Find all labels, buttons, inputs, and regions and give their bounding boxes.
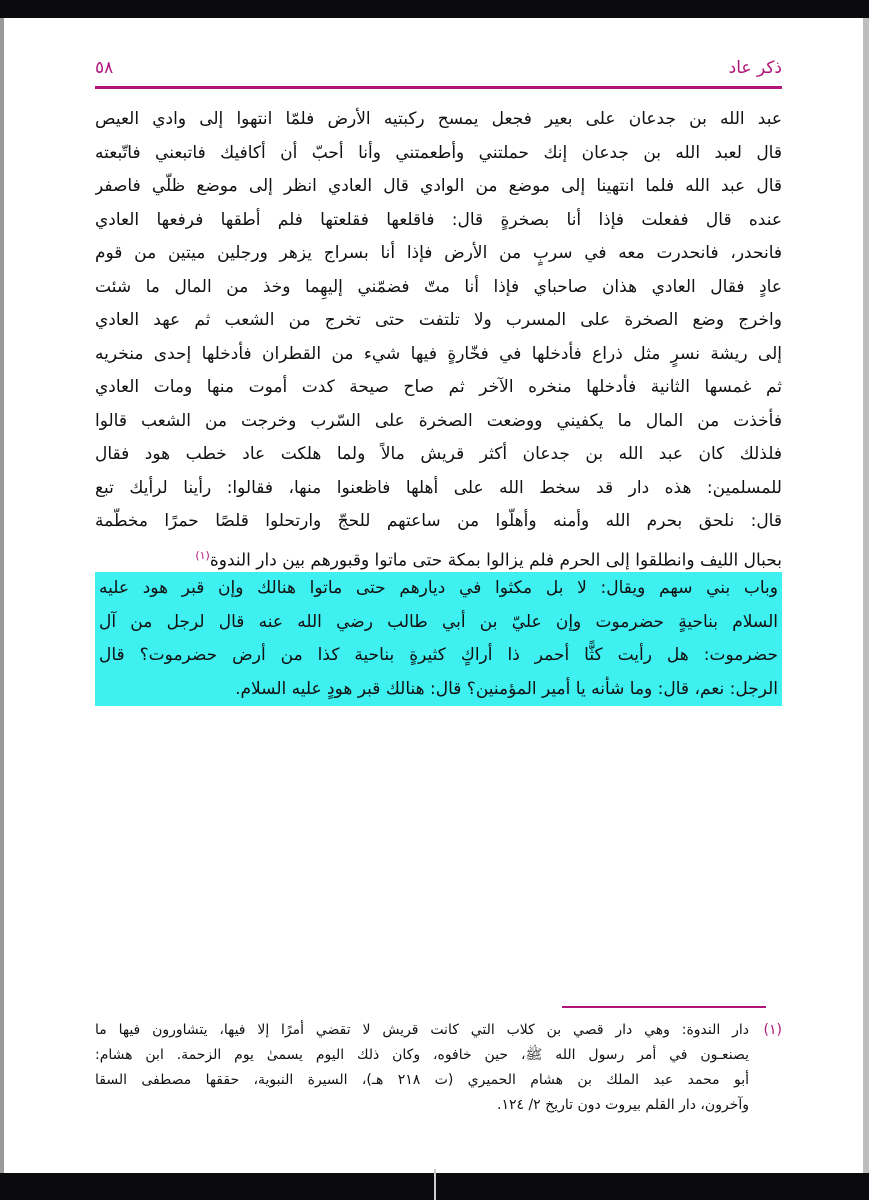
- body-text: [95, 103, 782, 706]
- text-line: إلى ريشة نسرٍ مثل ذراع فأدخلها في فخّارةٍ فيها شيء من القطران فأدخلها إحدى منخريه: [95, 343, 782, 364]
- highlighted-passage[interactable]: [95, 572, 782, 706]
- header-rule: [95, 86, 782, 89]
- highlighted-line: الرجل: نعم، قال: وما شأنه يا أمير المؤمنين؟ قال: هنالك قبر هودٍ عليه السلام.: [235, 678, 778, 699]
- text-line: قال لعبد الله بن جدعان إنك حملتني وأطعمتني وأنا أحبّ أن أكافيك فاتبعني فاتّبعته: [95, 142, 782, 163]
- highlighted-line: وباب بني سهم ويقال: لا بل مكثوا في ديارهم حتى ماتوا هنالك وإن قبر هود عليه: [99, 578, 778, 598]
- chapter-title: ذكر عاد: [728, 58, 782, 78]
- page-header: [95, 58, 782, 82]
- footnote-line: أبو محمد عبد الملك بن هشام الحميري (ت ٢١٨ هـ)، السيرة النبوية، حققها مصطفى السقا: [95, 1072, 749, 1088]
- text-line: فأخذت من المال ما يكفيني ووضعت الصخرة على السّرب وخرجت من الشعب قالوا: [95, 410, 782, 431]
- highlighted-line: السلام بناحيةٍ حضرموت وإن عليّ بن أبي طالب رضي الله عنه قال لرجل من آل: [99, 611, 778, 632]
- footnote-line: دار الندوة: وهي دار قصي بن كلاب التي كانت قريش لا تقضي أمرًا إلا فيها، يتشاورون فيها ما: [95, 1022, 749, 1038]
- footnote-line: وآخرون، دار القلم بيروت دون تاريخ ٢/ ١٢٤.: [496, 1097, 749, 1113]
- text-line: فانحدر، فانحدرت معه في سربٍ من الأرض فإذا أنا بسراج يزهر ورجلين ميتين من قوم: [95, 243, 782, 263]
- footnote-line: يصنعـون في أمر رسول الله ﷺ، حين خافوه، وكان ذلك اليوم يسمىٰ يوم الزحمة. ابن هشام:: [95, 1047, 749, 1063]
- text-line: عبد الله بن جدعان على بعير فجعل يمسح ركبتيه الأرض فلمّا انتهوا إلى وادي العيص: [95, 109, 782, 129]
- highlighted-line: حضرموت: هل رأيت كثًّا أحمر ذا أراكٍ كثيرةٍ بناحية كذا من أرض حضرموت؟ قال: [99, 645, 778, 665]
- top-bar: [0, 0, 869, 18]
- text-line: واخرج وضع الصخرة على المسرب ولا تلتفت حتى تخرج من الشعب ثم عهد العادي: [95, 310, 782, 330]
- left-edge: [0, 18, 4, 1173]
- text-line: ثم غمسها الثانية فأدخلها منخره الآخر ثم صاح صيحة كدت أموت منها ومات العادي: [95, 377, 782, 397]
- scroll-marker: [434, 1169, 436, 1200]
- text-line: عادٍ فقال العادي هذان صاحباي فإذا أنا متّ فضمّني إليهِما وخذ من المال ما شئت: [95, 276, 782, 297]
- bottom-bar: [0, 1173, 869, 1200]
- text-line: للمسلمين: هذه دار قد سخط الله على أهلها فاظعنوا منها، فقالوا: رأينا لرأيك تبع: [95, 477, 782, 498]
- text-line: [95, 539, 782, 573]
- text-line: عنده قال ففعلت فإذا أنا بصخرةٍ قال: فاقلعها فقلعتها فلم أطقها فرفعها العادي: [95, 209, 782, 230]
- page-number: ٥٨: [95, 58, 114, 78]
- text-line: فلذلك كان عبد الله بن جدعان أكثر قريش مالاً ولما هلكت عاد خطب هود فقال: [95, 444, 782, 464]
- text-line-content: بحبال الليف وانطلقوا إلى الحرم فلم يزالوا بمكة حتى ماتوا وقبورهم بين دار الندوة: [209, 550, 782, 571]
- footnote-rule: [562, 1006, 766, 1008]
- text-line: قال: نلحق بحرم الله وأمنه وأهلّوا من ساعتهم للحجّ وارتحلوا قلصًا حمرًا مخطّمة: [95, 511, 782, 531]
- footnote-number: (١): [763, 1022, 782, 1038]
- footnote-marker: (١): [195, 548, 210, 562]
- text-line: قال عبد الله فلما انتهينا إلى موضع من الوادي قال العادي انظر إلى موضع ظلّي فاصفر: [95, 176, 782, 196]
- right-edge: [863, 18, 869, 1173]
- footnote: [95, 1018, 782, 1118]
